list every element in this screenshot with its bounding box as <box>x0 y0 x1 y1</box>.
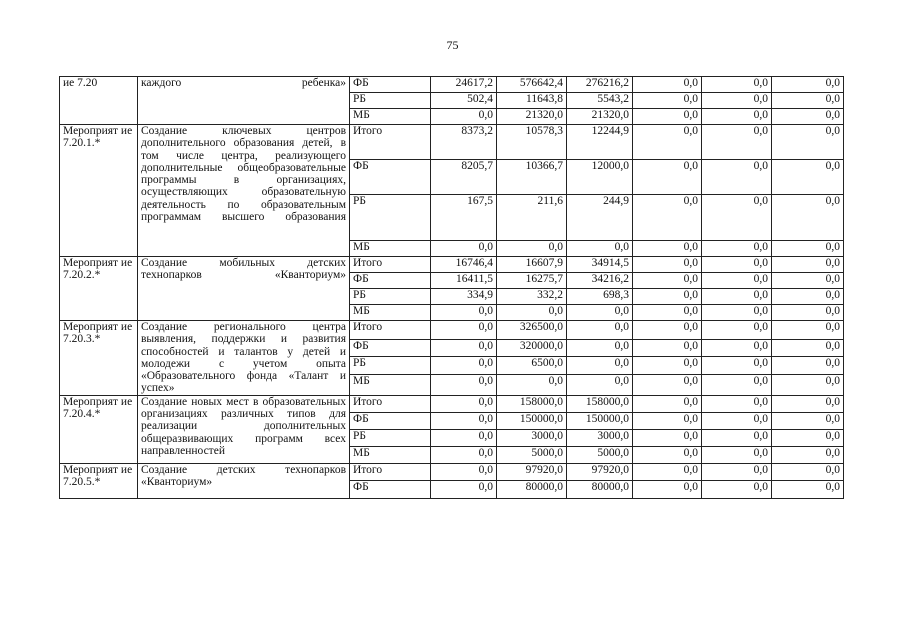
amount-cell: 0,0 <box>633 395 702 412</box>
amount-cell: 12244,9 <box>567 125 633 160</box>
amount-cell: 0,0 <box>772 257 844 273</box>
amount-cell: 0,0 <box>567 241 633 257</box>
amount-cell: 0,0 <box>702 305 772 321</box>
table-row <box>60 77 844 93</box>
amount-cell: 34216,2 <box>567 273 633 289</box>
amount-cell: 158000,0 <box>567 395 633 412</box>
budget-table <box>59 76 844 499</box>
funding-source: РБ <box>350 429 431 446</box>
amount-cell: 0,0 <box>431 463 497 480</box>
funding-source: РБ <box>350 289 431 305</box>
funding-source: ФБ <box>350 77 431 93</box>
amount-cell: 0,0 <box>772 241 844 257</box>
amount-cell: 8373,2 <box>431 125 497 160</box>
amount-cell: 0,0 <box>431 375 497 396</box>
amount-cell: 0,0 <box>702 412 772 429</box>
amount-cell: 276216,2 <box>567 77 633 93</box>
table-row <box>60 395 844 412</box>
amount-cell: 12000,0 <box>567 160 633 195</box>
amount-cell: 0,0 <box>431 241 497 257</box>
amount-cell: 0,0 <box>702 429 772 446</box>
amount-cell: 0,0 <box>431 480 497 498</box>
amount-cell: 0,0 <box>431 339 497 357</box>
amount-cell: 0,0 <box>772 273 844 289</box>
amount-cell: 0,0 <box>497 241 567 257</box>
measure-name: Мероприят ие 7.20.1.* <box>60 125 138 257</box>
funding-source: ФБ <box>350 412 431 429</box>
funding-source: МБ <box>350 375 431 396</box>
funding-source: ФБ <box>350 273 431 289</box>
amount-cell: 0,0 <box>702 375 772 396</box>
amount-cell: 0,0 <box>431 412 497 429</box>
amount-cell: 0,0 <box>431 357 497 375</box>
funding-source: МБ <box>350 241 431 257</box>
measure-name: Мероприят ие 7.20.5.* <box>60 463 138 498</box>
amount-cell: 0,0 <box>633 273 702 289</box>
amount-cell: 5543,2 <box>567 93 633 109</box>
amount-cell: 0,0 <box>633 77 702 93</box>
measure-name: Мероприят ие 7.20.2.* <box>60 257 138 321</box>
amount-cell: 16275,7 <box>497 273 567 289</box>
amount-cell: 0,0 <box>633 339 702 357</box>
funding-source: ФБ <box>350 339 431 357</box>
amount-cell: 0,0 <box>702 273 772 289</box>
funding-source: МБ <box>350 305 431 321</box>
amount-cell: 0,0 <box>431 321 497 340</box>
amount-cell: 0,0 <box>633 125 702 160</box>
amount-cell: 502,4 <box>431 93 497 109</box>
amount-cell: 0,0 <box>633 412 702 429</box>
amount-cell: 21320,0 <box>497 109 567 125</box>
amount-cell: 320000,0 <box>497 339 567 357</box>
amount-cell: 332,2 <box>497 289 567 305</box>
amount-cell: 0,0 <box>772 463 844 480</box>
measure-description: Создание регионального центра выявления, поддержки и развития способностей и талантов у детей и молодежи с учетом опыта «Образовательного фонда «Талант и успех» <box>138 321 350 396</box>
amount-cell: 0,0 <box>772 125 844 160</box>
amount-cell: 0,0 <box>567 305 633 321</box>
amount-cell: 80000,0 <box>497 480 567 498</box>
amount-cell: 0,0 <box>772 429 844 446</box>
amount-cell: 0,0 <box>567 339 633 357</box>
funding-source: Итого <box>350 463 431 480</box>
funding-source: РБ <box>350 93 431 109</box>
amount-cell: 0,0 <box>633 160 702 195</box>
amount-cell: 0,0 <box>702 480 772 498</box>
funding-source: МБ <box>350 109 431 125</box>
table-row <box>60 463 844 480</box>
amount-cell: 326500,0 <box>497 321 567 340</box>
amount-cell: 24617,2 <box>431 77 497 93</box>
amount-cell: 0,0 <box>633 321 702 340</box>
amount-cell: 16607,9 <box>497 257 567 273</box>
amount-cell: 150000,0 <box>567 412 633 429</box>
amount-cell: 16746,4 <box>431 257 497 273</box>
amount-cell: 0,0 <box>702 289 772 305</box>
funding-source: Итого <box>350 321 431 340</box>
funding-source: Итого <box>350 395 431 412</box>
amount-cell: 0,0 <box>702 463 772 480</box>
amount-cell: 0,0 <box>772 305 844 321</box>
amount-cell: 0,0 <box>772 160 844 195</box>
amount-cell: 0,0 <box>431 395 497 412</box>
amount-cell: 0,0 <box>702 357 772 375</box>
funding-source: МБ <box>350 446 431 463</box>
amount-cell: 0,0 <box>772 321 844 340</box>
amount-cell: 0,0 <box>633 257 702 273</box>
amount-cell: 0,0 <box>772 289 844 305</box>
amount-cell: 3000,0 <box>567 429 633 446</box>
amount-cell: 0,0 <box>702 395 772 412</box>
amount-cell: 0,0 <box>431 446 497 463</box>
funding-source: Итого <box>350 257 431 273</box>
amount-cell: 0,0 <box>702 321 772 340</box>
amount-cell: 0,0 <box>633 429 702 446</box>
amount-cell: 5000,0 <box>497 446 567 463</box>
amount-cell: 0,0 <box>633 446 702 463</box>
amount-cell: 0,0 <box>772 357 844 375</box>
amount-cell: 0,0 <box>772 93 844 109</box>
amount-cell: 0,0 <box>633 289 702 305</box>
amount-cell: 0,0 <box>772 109 844 125</box>
amount-cell: 10366,7 <box>497 160 567 195</box>
amount-cell: 80000,0 <box>567 480 633 498</box>
amount-cell: 0,0 <box>633 463 702 480</box>
amount-cell: 11643,8 <box>497 93 567 109</box>
table-row <box>60 125 844 160</box>
amount-cell: 0,0 <box>497 305 567 321</box>
amount-cell: 0,0 <box>702 93 772 109</box>
funding-source: ФБ <box>350 160 431 195</box>
amount-cell: 158000,0 <box>497 395 567 412</box>
funding-source: ФБ <box>350 480 431 498</box>
amount-cell: 698,3 <box>567 289 633 305</box>
amount-cell: 0,0 <box>702 241 772 257</box>
amount-cell: 10578,3 <box>497 125 567 160</box>
amount-cell: 0,0 <box>702 195 772 241</box>
amount-cell: 3000,0 <box>497 429 567 446</box>
amount-cell: 0,0 <box>431 429 497 446</box>
page-number: 75 <box>446 38 459 52</box>
amount-cell: 0,0 <box>772 195 844 241</box>
amount-cell: 0,0 <box>431 109 497 125</box>
amount-cell: 16411,5 <box>431 273 497 289</box>
amount-cell: 244,9 <box>567 195 633 241</box>
amount-cell: 0,0 <box>633 375 702 396</box>
amount-cell: 5000,0 <box>567 446 633 463</box>
measure-description: Создание ключевых центров дополнительного образования детей, в том числе центра, реализующего дополнительные общеобразовательные программы в организациях, осуществляющих образовательную деятельность по образовательным программам высшего образования <box>138 125 350 257</box>
amount-cell: 0,0 <box>633 241 702 257</box>
amount-cell: 0,0 <box>633 195 702 241</box>
measure-description: Создание мобильных детских технопарков «Кванториум» <box>138 257 350 321</box>
amount-cell: 0,0 <box>772 412 844 429</box>
amount-cell: 0,0 <box>702 125 772 160</box>
amount-cell: 0,0 <box>633 480 702 498</box>
amount-cell: 34914,5 <box>567 257 633 273</box>
funding-source: Итого <box>350 125 431 160</box>
amount-cell: 0,0 <box>772 480 844 498</box>
amount-cell: 0,0 <box>702 160 772 195</box>
amount-cell: 0,0 <box>702 339 772 357</box>
amount-cell: 0,0 <box>702 77 772 93</box>
amount-cell: 576642,4 <box>497 77 567 93</box>
amount-cell: 8205,7 <box>431 160 497 195</box>
amount-cell: 167,5 <box>431 195 497 241</box>
amount-cell: 0,0 <box>702 446 772 463</box>
amount-cell: 21320,0 <box>567 109 633 125</box>
amount-cell: 0,0 <box>567 357 633 375</box>
amount-cell: 334,9 <box>431 289 497 305</box>
amount-cell: 0,0 <box>772 339 844 357</box>
amount-cell: 0,0 <box>633 93 702 109</box>
amount-cell: 0,0 <box>633 357 702 375</box>
measure-name: ие 7.20 <box>60 77 138 125</box>
measure-name: Мероприят ие 7.20.3.* <box>60 321 138 396</box>
amount-cell: 97920,0 <box>497 463 567 480</box>
funding-source: РБ <box>350 195 431 241</box>
amount-cell: 150000,0 <box>497 412 567 429</box>
measure-description: Создание детских технопарков «Кванториум» <box>138 463 350 498</box>
measure-name: Мероприят ие 7.20.4.* <box>60 395 138 463</box>
amount-cell: 0,0 <box>497 375 567 396</box>
amount-cell: 97920,0 <box>567 463 633 480</box>
amount-cell: 0,0 <box>772 395 844 412</box>
amount-cell: 0,0 <box>772 77 844 93</box>
amount-cell: 0,0 <box>702 109 772 125</box>
table-row <box>60 257 844 273</box>
amount-cell: 6500,0 <box>497 357 567 375</box>
amount-cell: 0,0 <box>772 375 844 396</box>
amount-cell: 0,0 <box>633 305 702 321</box>
measure-description: Создание новых мест в образовательных организациях различных типов для реализации дополнительных общеразвивающих программ всех направленностей <box>138 395 350 463</box>
amount-cell: 0,0 <box>633 109 702 125</box>
measure-description: каждого ребенка» <box>138 77 350 125</box>
table-row <box>60 321 844 340</box>
amount-cell: 0,0 <box>431 305 497 321</box>
funding-source: РБ <box>350 357 431 375</box>
amount-cell: 0,0 <box>702 257 772 273</box>
amount-cell: 211,6 <box>497 195 567 241</box>
amount-cell: 0,0 <box>567 321 633 340</box>
amount-cell: 0,0 <box>772 446 844 463</box>
amount-cell: 0,0 <box>567 375 633 396</box>
